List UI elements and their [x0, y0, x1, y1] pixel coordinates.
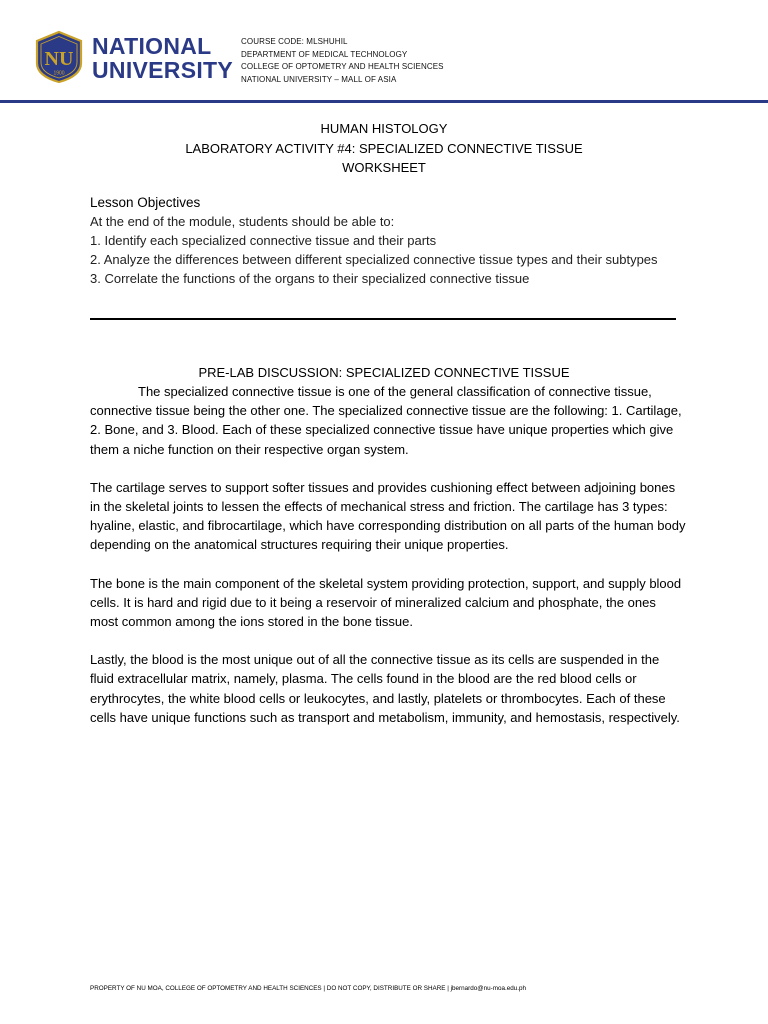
objectives-heading: Lesson Objectives — [90, 195, 201, 210]
page-footer — [90, 984, 710, 993]
course-info-block — [241, 36, 444, 86]
footer-email: jbernardo@nu-moa.edu.ph — [450, 985, 526, 992]
university-seal-logo — [32, 30, 86, 84]
title-line-worksheet: WORKSHEET — [342, 160, 426, 175]
prelab-paragraph: The bone is the main component of the skeletal system providing protection, support, and supply blood cells. It is hard and rigid due to it being a reservoir of mineralized calcium and phosphate, the ones most common among the ions stored in the bone tissue. — [90, 575, 682, 630]
course-code: COURSE CODE: MLSHUHIL — [241, 37, 348, 46]
document-title — [0, 119, 768, 178]
seal-year: 1900 — [53, 70, 65, 77]
university-name-line2: UNIVERSITY — [92, 57, 234, 83]
college-name: COLLEGE OF OPTOMETRY AND HEALTH SCIENCES — [241, 62, 444, 72]
department-name: DEPARTMENT OF MEDICAL TECHNOLOGY — [241, 49, 408, 59]
university-name-line1: NATIONAL — [92, 33, 212, 59]
footer-notice: PROPERTY OF NU MOA, COLLEGE OF OPTOMETRY AND HEALTH SCIENCES | DO NOT COPY, DISTRIBUTE OR SHARE | — [90, 985, 451, 992]
university-wordmark — [92, 34, 233, 82]
prelab-paragraph: Lastly, the blood is the most unique out of all the connective tissue as its cells are suspended in the fluid extracellular matrix, namely, plasma. The cells found in the blood are the red blood cells or erythrocytes, the white blood cells or leukocytes, and lastly, platelets or thrombocytes. Each of these cells have unique functions such as transport and metabolism, immunity, and hemostasis, respectively. — [90, 652, 680, 725]
seal-letters: NU — [44, 48, 74, 70]
prelab-paragraph: The cartilage serves to support softer tissues and provides cushioning effect between adjoining bones in the skeletal joints to lessen the effects of mechanical stress and friction. The cartilage has 3 types: hyaline, elastic, and fibrocartilage, which have corresponding distribution on all parts of the human body depending on the anatomical structures requiring their unique properties. — [90, 479, 686, 553]
prelab-paragraph: The specialized connective tissue is one of the general classification of connective tissue, connective tissue being the other one. The specialized connective tissue are the following: 1. Cartilage, 2. Bone, and 3. Blood. Each of these specialized connective tissue have unique properties which give them a niche function on their respective organ system. — [90, 384, 682, 457]
prelab-discussion — [90, 382, 686, 746]
objective-item: 3. Correlate the functions of the organs to their specialized connective tissue — [90, 271, 530, 286]
title-line-activity: LABORATORY ACTIVITY #4: SPECIALIZED CONNECTIVE TISSUE — [185, 140, 583, 156]
section-divider — [90, 318, 676, 320]
prelab-title: PRE-LAB DISCUSSION: SPECIALIZED CONNECTIVE TISSUE — [198, 365, 570, 380]
page-header — [0, 0, 768, 104]
lesson-objectives-section — [90, 193, 690, 288]
objectives-intro: At the end of the module, students should be able to: — [90, 214, 395, 229]
title-line-course: HUMAN HISTOLOGY — [320, 121, 448, 136]
header-divider — [0, 100, 768, 103]
objective-item: 2. Analyze the differences between different specialized connective tissue types and their subtypes — [90, 252, 658, 267]
objective-item: 1. Identify each specialized connective tissue and their parts — [90, 233, 437, 248]
campus-name: NATIONAL UNIVERSITY – MALL OF ASIA — [241, 74, 397, 84]
